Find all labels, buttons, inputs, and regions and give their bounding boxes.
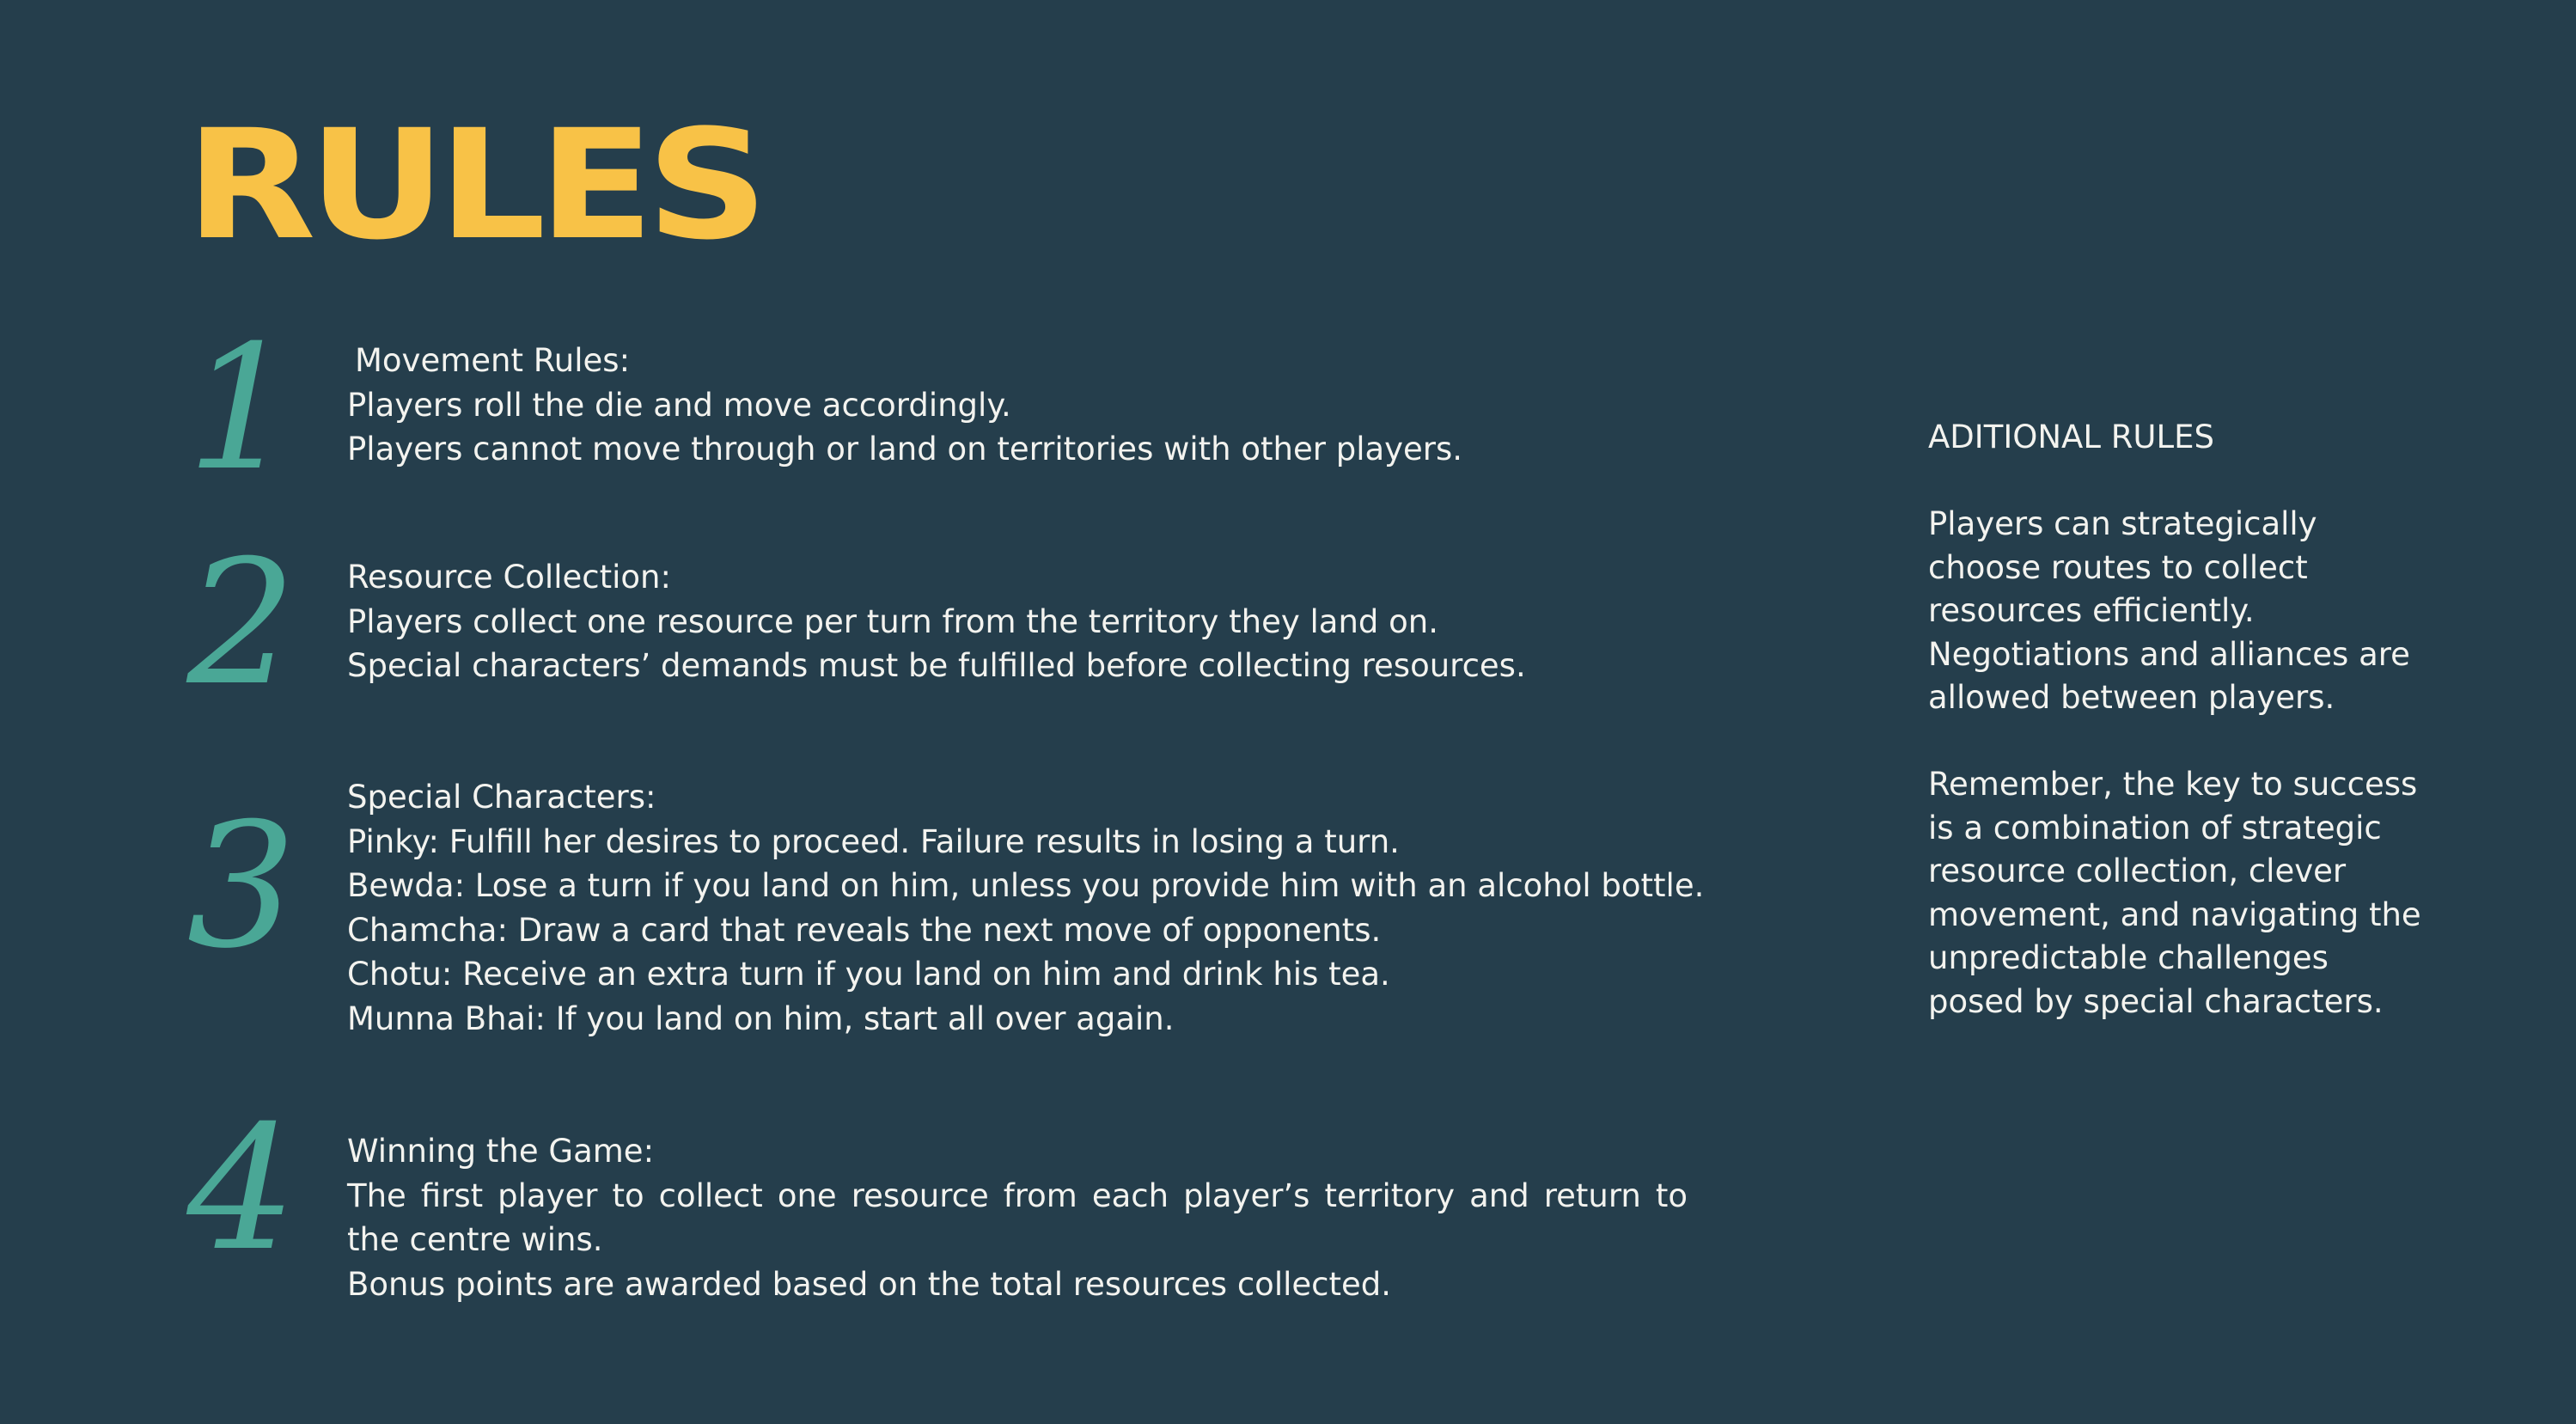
- rule-heading: Movement Rules:: [355, 342, 631, 379]
- additional-paragraph: Negotiations and alliances are allowed between players.: [1928, 635, 2410, 716]
- rule-line: The first player to collect one resource from each player’s territory and return to the centre wins.: [347, 1176, 1688, 1258]
- rule-line: Players collect one resource per turn from the territory they land on.: [347, 602, 1439, 640]
- rule-line: Special characters’ demands must be fulfilled before collecting resources.: [347, 647, 1526, 684]
- rule-heading: Special Characters:: [347, 779, 656, 816]
- rule-line: Bewda: Lose a turn if you land on him, unless you provide him with an alcohol bottle.: [347, 867, 1705, 904]
- spacer: [1928, 460, 2426, 504]
- rule-line: Bonus points are awarded based on the total resources collected.: [347, 1265, 1392, 1303]
- rule-line: Players roll the die and move accordingly.: [347, 386, 1011, 424]
- rule-line: Chotu: Receive an extra turn if you land on him and drink his tea.: [347, 956, 1390, 993]
- rule-heading: Resource Collection:: [347, 559, 671, 596]
- rule-text: [347, 775, 1877, 1041]
- rule-number: 4: [186, 1089, 296, 1289]
- rule-line: Players cannot move through or land on territories with other players.: [347, 431, 1463, 468]
- additional-paragraph: Players can strategically choose routes to collect resources efficiently.: [1928, 505, 2317, 629]
- additional-rules: [1928, 416, 2426, 1024]
- rule-text: [347, 1129, 1859, 1306]
- rule-1: [186, 309, 1732, 509]
- rule-line: Munna Bhai: If you land on him, start all over again.: [347, 999, 1175, 1037]
- rule-line: Pinky: Fulfill her desires to proceed. Failure results in losing a turn.: [347, 822, 1400, 860]
- spacer: [1928, 720, 2426, 764]
- rule-number: 3: [186, 786, 296, 987]
- rule-number: 2: [186, 523, 296, 724]
- rule-line: Chamcha: Draw a card that reveals the next move of opponents.: [347, 911, 1382, 949]
- additional-rules-heading: ADITIONAL RULES: [1928, 419, 2214, 455]
- additional-paragraph: Remember, the key to success is a combination of strategic resource collection, clever movement, and navigating the unpredictable challenges posed by special characters.: [1928, 766, 2421, 1020]
- rule-text: [347, 339, 1877, 472]
- rule-heading: Winning the Game:: [347, 1133, 655, 1170]
- rule-4: [186, 1089, 1732, 1327]
- rule-3: [186, 775, 1732, 1059]
- page-title: RULES: [186, 97, 761, 273]
- rule-text: [347, 555, 1877, 688]
- rule-2: [186, 523, 1732, 724]
- rule-number: 1: [186, 309, 296, 509]
